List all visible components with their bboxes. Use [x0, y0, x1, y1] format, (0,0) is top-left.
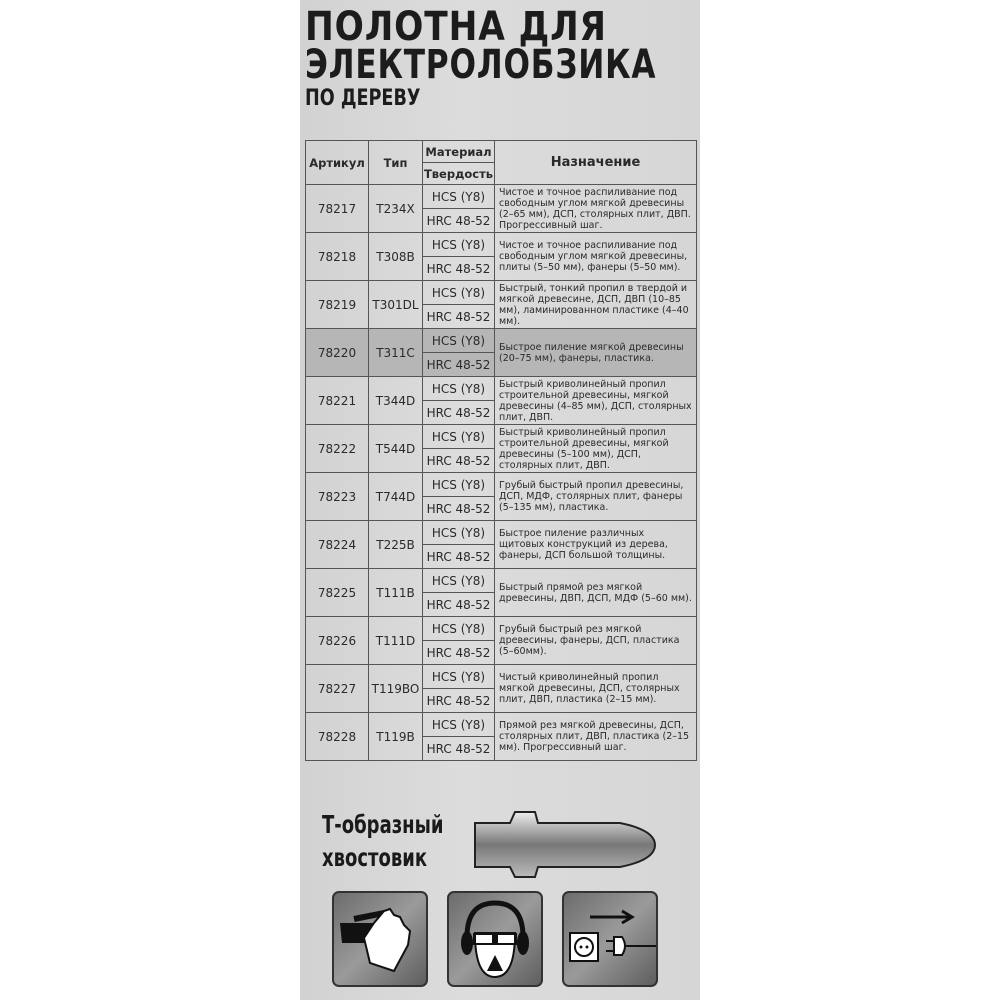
article-cell: 78218: [306, 233, 369, 281]
hardness-cell: HRC 48-52: [423, 449, 495, 473]
header-hardness: Твердость: [423, 163, 495, 185]
table-row: [306, 569, 697, 593]
table-row: [306, 329, 697, 353]
hardness-cell: HRC 48-52: [423, 305, 495, 329]
type-cell: T544D: [369, 425, 423, 473]
table-row: [306, 233, 697, 257]
purpose-cell: Прямой рез мягкой древесины, ДСП, столярных плит, ДВП, пластика (2–15 мм). Прогрессивный шаг.: [495, 713, 697, 761]
hardness-cell: HRC 48-52: [423, 401, 495, 425]
material-cell: HCS (Y8): [423, 329, 495, 353]
table-row: [306, 617, 697, 641]
type-cell: T311C: [369, 329, 423, 377]
hardness-cell: HRC 48-52: [423, 257, 495, 281]
hardness-cell: HRC 48-52: [423, 641, 495, 665]
table-row: [306, 377, 697, 401]
material-cell: HCS (Y8): [423, 521, 495, 545]
table-row: [306, 521, 697, 545]
type-cell: T111D: [369, 617, 423, 665]
hardness-cell: HRC 48-52: [423, 689, 495, 713]
header-article: Артикул: [306, 141, 369, 185]
type-cell: T234X: [369, 185, 423, 233]
article-cell: 78222: [306, 425, 369, 473]
article-cell: 78221: [306, 377, 369, 425]
material-cell: HCS (Y8): [423, 233, 495, 257]
table-row: [306, 281, 697, 305]
type-cell: T301DL: [369, 281, 423, 329]
purpose-cell: Быстрый криволинейный пропил строительной древесины, мягкой древесины (5–100 мм), ДСП, столярных плит, ДВП.: [495, 425, 697, 473]
type-cell: T119BO: [369, 665, 423, 713]
hardness-cell: HRC 48-52: [423, 353, 495, 377]
gloves-icon: [332, 891, 428, 987]
purpose-cell: Быстрое пиление мягкой древесины (20–75 мм), фанеры, пластика.: [495, 329, 697, 377]
purpose-cell: Грубый быстрый рез мягкой древесины, фанеры, ДСП, пластика (5–60мм).: [495, 617, 697, 665]
table-row: [306, 473, 697, 497]
type-cell: T119B: [369, 713, 423, 761]
t-shank-icon: [470, 805, 660, 880]
purpose-cell: Быстрое пиление различных щитовых конструкций из дерева, фанеры, ДСП большой толщины.: [495, 521, 697, 569]
hardness-cell: HRC 48-52: [423, 737, 495, 761]
article-cell: 78217: [306, 185, 369, 233]
blades-table: [305, 140, 697, 761]
purpose-cell: Чистое и точное распиливание под свободным углом мягкой древесины, плиты (5–50 мм), фанеры (5–50 мм).: [495, 233, 697, 281]
safety-goggles-respirator-earmuffs-icon: [447, 891, 543, 987]
title-line1: ПОЛОТНА ДЛЯ: [305, 4, 607, 50]
article-cell: 78228: [306, 713, 369, 761]
material-cell: HCS (Y8): [423, 569, 495, 593]
hardness-cell: HRC 48-52: [423, 497, 495, 521]
material-cell: HCS (Y8): [423, 665, 495, 689]
subtitle: ПО ДЕРЕВУ: [305, 86, 421, 111]
type-cell: T744D: [369, 473, 423, 521]
material-cell: HCS (Y8): [423, 185, 495, 209]
article-cell: 78223: [306, 473, 369, 521]
material-cell: HCS (Y8): [423, 473, 495, 497]
table-row: [306, 185, 697, 209]
article-cell: 78224: [306, 521, 369, 569]
article-cell: 78226: [306, 617, 369, 665]
purpose-cell: Чистый криволинейный пропил мягкой древесины, ДСП, столярных плит, ДВП, пластика (2–15 мм).: [495, 665, 697, 713]
type-cell: T111B: [369, 569, 423, 617]
purpose-cell: Быстрый, тонкий пропил в твердой и мягкой древесине, ДСП, ДВП (10–85 мм), ламинированном пластике (4–40 мм).: [495, 281, 697, 329]
purpose-cell: Быстрый криволинейный пропил строительной древесины, мягкой древесины (4–85 мм), ДСП, столярных плит, ДВП.: [495, 377, 697, 425]
type-cell: T344D: [369, 377, 423, 425]
material-cell: HCS (Y8): [423, 713, 495, 737]
title-line2: ЭЛЕКТРОЛОБЗИКА: [305, 42, 657, 88]
article-cell: 78219: [306, 281, 369, 329]
shank-label-line1: Т-образный: [322, 810, 444, 839]
purpose-cell: Быстрый прямой рез мягкой древесины, ДВП, ДСП, МДФ (5–60 мм).: [495, 569, 697, 617]
material-cell: HCS (Y8): [423, 377, 495, 401]
hardness-cell: HRC 48-52: [423, 545, 495, 569]
table-row: [306, 713, 697, 737]
header-purpose: Назначение: [495, 141, 697, 185]
hardness-cell: HRC 48-52: [423, 593, 495, 617]
table-row: [306, 665, 697, 689]
type-cell: T225B: [369, 521, 423, 569]
purpose-cell: Чистое и точное распиливание под свободным углом мягкой древесины (2–65 мм), ДСП, столярных плит, ДВП. Прогрессивный шаг.: [495, 185, 697, 233]
shank-label: [322, 808, 444, 874]
type-cell: T308B: [369, 233, 423, 281]
material-cell: HCS (Y8): [423, 617, 495, 641]
article-cell: 78225: [306, 569, 369, 617]
header-type: Тип: [369, 141, 423, 185]
purpose-cell: Грубый быстрый пропил древесины, ДСП, МДФ, столярных плит, фанеры (5–135 мм), пластика.: [495, 473, 697, 521]
material-cell: HCS (Y8): [423, 281, 495, 305]
article-cell: 78227: [306, 665, 369, 713]
material-cell: HCS (Y8): [423, 425, 495, 449]
header-material: Материал: [423, 141, 495, 163]
shank-label-line2: хвостовик: [322, 843, 428, 872]
unplug-before-use-icon: [562, 891, 658, 987]
hardness-cell: HRC 48-52: [423, 209, 495, 233]
table-row: [306, 425, 697, 449]
article-cell: 78220: [306, 329, 369, 377]
